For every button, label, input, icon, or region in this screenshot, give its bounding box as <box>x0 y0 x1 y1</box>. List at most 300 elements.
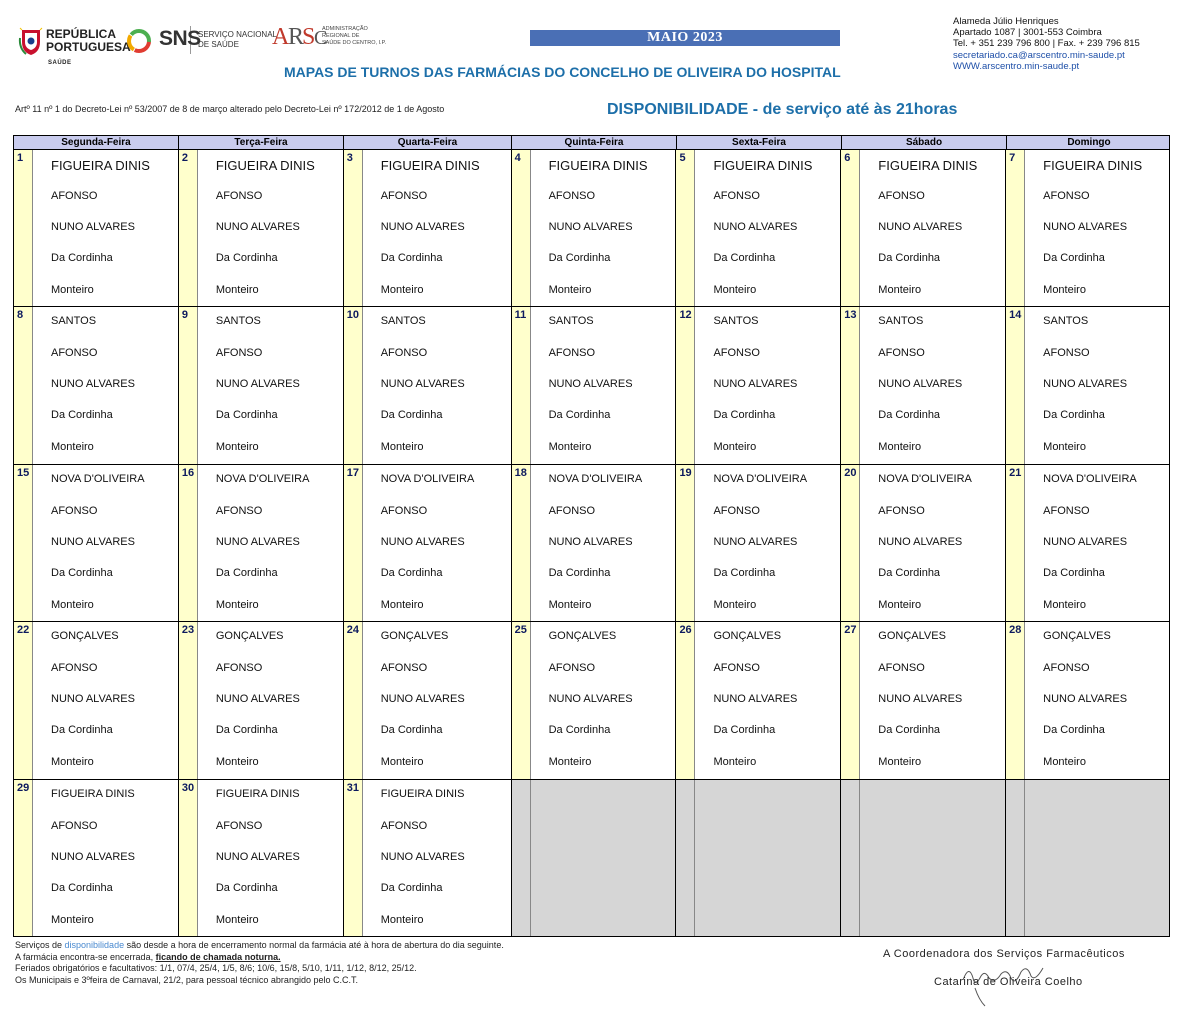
pharmacy-name: NUNO ALVARES <box>215 378 300 391</box>
pharmacy-name: NUNO ALVARES <box>51 850 135 863</box>
day-cell <box>676 465 841 621</box>
pharmacy-name: AFONSO <box>1043 504 1090 517</box>
on-duty-pharmacy: GONÇALVES <box>380 630 449 643</box>
email-link[interactable]: secretariado.ca@arscentro.min-saude.pt <box>953 49 1125 61</box>
svg-text:R: R <box>288 24 305 50</box>
pharmacy-name: Da Cordinha <box>380 724 443 737</box>
pharmacy-name: AFONSO <box>878 347 925 360</box>
week-row <box>13 622 1170 779</box>
pharmacy-name: NUNO ALVARES <box>713 693 798 706</box>
day-number: 5 <box>679 152 686 164</box>
day-cell <box>676 622 841 778</box>
pharmacy-name: NUNO ALVARES <box>548 535 633 548</box>
pharmacy-name: Monteiro <box>215 756 259 769</box>
on-duty-pharmacy: GONÇALVES <box>1043 630 1111 643</box>
day-number: 24 <box>346 624 359 637</box>
on-duty-pharmacy: FIGUEIRA DINIS <box>548 158 648 173</box>
pharmacy-name: Da Cordinha <box>548 252 611 264</box>
on-duty-pharmacy: SANTOS <box>51 315 97 328</box>
pharmacy-name: NUNO ALVARES <box>1043 378 1128 391</box>
pharmacy-name: AFONSO <box>380 347 428 360</box>
day-number-column <box>344 150 363 306</box>
month-banner: MAIO 2023 <box>530 30 840 46</box>
day-number: 11 <box>514 309 527 322</box>
republica-portuguesa-text: REPÚBLICA PORTUGUESA <box>46 27 131 54</box>
day-cell <box>841 465 1006 621</box>
pharmacy-name: Da Cordinha <box>51 566 113 579</box>
day-number: 7 <box>1009 152 1016 164</box>
pharmacy-name: AFONSO <box>548 504 596 517</box>
day-cell <box>344 622 512 778</box>
pharmacy-name: Monteiro <box>713 441 757 454</box>
pharmacy-name: AFONSO <box>548 190 596 202</box>
day-cell <box>179 465 344 621</box>
day-number-column <box>1006 622 1025 778</box>
address-line: Alameda Júlio Henriques <box>953 16 1059 27</box>
day-number: 30 <box>181 781 195 794</box>
day-number-column <box>841 150 860 306</box>
pharmacy-name: Monteiro <box>380 284 424 296</box>
pharmacy-name: NUNO ALVARES <box>713 378 798 391</box>
on-duty-pharmacy: GONÇALVES <box>878 630 946 643</box>
day-number-column <box>512 150 531 306</box>
pharmacy-name: Da Cordinha <box>380 881 443 894</box>
weekday-label: Quinta-Feira <box>512 136 677 149</box>
day-cell <box>512 150 677 306</box>
svg-text:A: A <box>272 24 290 50</box>
pharmacy-name: Monteiro <box>51 913 94 926</box>
on-duty-pharmacy: NOVA D'OLIVEIRA <box>548 472 643 485</box>
pharmacy-name: Monteiro <box>1043 284 1086 296</box>
coordinator-title: A Coordenadora dos Serviços Farmacêuticos <box>883 948 1125 960</box>
day-number: 16 <box>181 466 195 479</box>
footer-line: Serviços de disponibilidade são desde a hora de encerramento normal da farmácia até à hora de abertura do dia seguinte. <box>15 940 504 950</box>
day-cell <box>14 622 179 778</box>
pharmacy-name: Monteiro <box>878 284 922 296</box>
day-number-column <box>676 622 695 778</box>
pharmacy-name: Da Cordinha <box>548 566 611 579</box>
weekday-label: Segunda-Feira <box>14 136 179 149</box>
pharmacy-calendar <box>13 135 1170 937</box>
pharmacy-name: Da Cordinha <box>1043 724 1105 737</box>
day-number: 22 <box>17 624 30 637</box>
empty-day-cell <box>512 780 677 936</box>
day-number-column <box>841 465 860 621</box>
on-duty-pharmacy: SANTOS <box>215 315 261 328</box>
week-row <box>13 307 1170 464</box>
on-duty-pharmacy: FIGUEIRA DINIS <box>878 158 978 173</box>
day-cell <box>1006 150 1170 306</box>
pharmacy-name: Monteiro <box>548 756 592 769</box>
day-number: 8 <box>17 309 24 322</box>
pharmacy-name: NUNO ALVARES <box>878 378 963 391</box>
pharmacy-name: AFONSO <box>380 504 428 517</box>
pharmacy-name: Da Cordinha <box>878 566 941 579</box>
website-link[interactable]: WWW.arscentro.min-saude.pt <box>953 60 1080 72</box>
pharmacy-name: NUNO ALVARES <box>51 378 135 391</box>
pharmacy-name: AFONSO <box>548 347 596 360</box>
pharmacy-name: Da Cordinha <box>713 724 776 737</box>
day-number: 15 <box>17 466 30 479</box>
pharmacy-name: NUNO ALVARES <box>215 693 300 706</box>
pharmacy-name: Monteiro <box>878 756 922 769</box>
pharmacy-name: NUNO ALVARES <box>878 221 963 233</box>
day-cell <box>841 307 1006 463</box>
pharmacy-name: AFONSO <box>215 819 263 832</box>
arsc-logo-icon <box>272 20 328 50</box>
pharmacy-name: NUNO ALVARES <box>51 693 135 706</box>
day-number: 19 <box>679 466 692 479</box>
day-cell <box>179 150 344 306</box>
day-cell <box>344 465 512 621</box>
day-cell <box>14 150 179 306</box>
pharmacy-name: Monteiro <box>215 284 259 296</box>
pharmacy-name: AFONSO <box>51 819 98 832</box>
pharmacy-name: Monteiro <box>713 284 757 296</box>
day-number: 29 <box>17 781 30 794</box>
pharmacy-name: AFONSO <box>51 190 98 202</box>
pharmacy-name: NUNO ALVARES <box>215 221 300 233</box>
on-duty-pharmacy: FIGUEIRA DINIS <box>215 787 300 800</box>
address-block <box>953 16 1140 72</box>
day-number: 21 <box>1009 466 1022 479</box>
day-cell <box>344 150 512 306</box>
pharmacy-name: AFONSO <box>713 662 760 675</box>
pharmacy-name: Monteiro <box>878 598 922 611</box>
pharmacy-name: Da Cordinha <box>215 881 278 894</box>
pharmacy-name: Monteiro <box>51 284 94 296</box>
coordinator-name: Catarina de Oliveira Coelho <box>934 976 1083 988</box>
pharmacy-name: Da Cordinha <box>1043 409 1105 422</box>
day-number-column <box>344 465 363 621</box>
pharmacy-name: Da Cordinha <box>713 252 776 264</box>
footer-holidays: Feriados obrigatórios e facultativos: 1/1, 07/4, 25/4, 1/5, 8/6; 10/6, 15/8, 5/10, 1/11, 1/12, 8/12, 25/12. <box>15 963 417 973</box>
pharmacy-name: Da Cordinha <box>548 724 611 737</box>
pharmacy-name: NUNO ALVARES <box>548 378 633 391</box>
legal-reference: Artº 11 nº 1 do Decreto-Lei nº 53/2007 de 8 de março alterado pelo Decreto-Lei nº 172/2012 de 1 de Agosto <box>15 104 445 114</box>
on-duty-pharmacy: FIGUEIRA DINIS <box>51 787 135 800</box>
day-number: 26 <box>679 624 692 637</box>
day-cell <box>14 780 179 936</box>
day-number-column <box>179 622 198 778</box>
week-row <box>13 150 1170 307</box>
on-duty-pharmacy: NOVA D'OLIVEIRA <box>51 472 145 485</box>
day-number: 14 <box>1009 309 1022 322</box>
pharmacy-name: AFONSO <box>713 504 760 517</box>
pharmacy-name: Monteiro <box>215 598 259 611</box>
pharmacy-name: AFONSO <box>878 190 925 202</box>
empty-day-cell <box>676 780 841 936</box>
day-cell <box>841 622 1006 778</box>
day-number: 1 <box>17 152 24 164</box>
pharmacy-name: Monteiro <box>51 598 94 611</box>
pharmacy-name: NUNO ALVARES <box>380 693 465 706</box>
weekday-header <box>13 135 1170 150</box>
sns-ring-icon <box>126 28 152 54</box>
pharmacy-name: Monteiro <box>380 756 424 769</box>
pharmacy-name: Da Cordinha <box>878 252 941 264</box>
day-cell <box>344 307 512 463</box>
footer-line: A farmácia encontra-se encerrada, ficando de chamada noturna. <box>15 951 281 962</box>
on-duty-pharmacy: NOVA D'OLIVEIRA <box>878 472 972 485</box>
day-number: 6 <box>844 152 851 164</box>
pharmacy-name: Da Cordinha <box>380 566 443 579</box>
on-duty-pharmacy: NOVA D'OLIVEIRA <box>713 472 808 485</box>
pharmacy-name: NUNO ALVARES <box>215 535 300 548</box>
weekday-label: Domingo <box>1067 137 1111 148</box>
pharmacy-name: AFONSO <box>215 662 263 675</box>
on-duty-pharmacy: FIGUEIRA DINIS <box>215 158 315 173</box>
on-duty-pharmacy: SANTOS <box>548 315 594 328</box>
on-duty-pharmacy: FIGUEIRA DINIS <box>51 158 150 173</box>
on-duty-pharmacy: SANTOS <box>1043 315 1089 328</box>
day-number: 28 <box>1009 624 1022 637</box>
svg-text:C: C <box>314 27 328 49</box>
pharmacy-name: NUNO ALVARES <box>1043 535 1128 548</box>
pharmacy-name: Da Cordinha <box>380 409 443 422</box>
pharmacy-name: Monteiro <box>548 284 592 296</box>
availability-heading: DISPONIBILIDADE - de serviço até às 21horas <box>607 101 958 118</box>
pharmacy-name: Monteiro <box>1043 756 1086 769</box>
day-number-column <box>14 465 33 621</box>
saude-label: SAÚDE <box>48 60 72 66</box>
day-number: 12 <box>679 309 692 322</box>
pharmacy-name: Da Cordinha <box>1043 566 1105 579</box>
pharmacy-name: Monteiro <box>713 598 757 611</box>
day-number: 25 <box>514 624 527 637</box>
pharmacy-name: Da Cordinha <box>51 724 113 737</box>
pharmacy-name: Da Cordinha <box>1043 252 1105 264</box>
weekday-label: Sábado <box>842 136 1007 149</box>
pharmacy-name: NUNO ALVARES <box>548 693 633 706</box>
pharmacy-name: NUNO ALVARES <box>380 378 465 391</box>
on-duty-pharmacy: NOVA D'OLIVEIRA <box>215 472 310 485</box>
day-cell <box>1006 465 1170 621</box>
pharmacy-name: AFONSO <box>215 504 263 517</box>
day-number: 18 <box>514 466 527 479</box>
day-cell <box>179 622 344 778</box>
pharmacy-name: NUNO ALVARES <box>380 221 465 233</box>
empty-day-cell <box>1006 780 1170 936</box>
pharmacy-name: Monteiro <box>215 913 259 926</box>
day-cell <box>841 150 1006 306</box>
day-number: 10 <box>346 309 359 322</box>
day-cell <box>179 307 344 463</box>
page-title: MAPAS DE TURNOS DAS FARMÁCIAS DO CONCELHO DE OLIVEIRA DO HOSPITAL <box>284 64 841 80</box>
weekday-label: Sexta-Feira <box>677 136 842 149</box>
pharmacy-name: Da Cordinha <box>215 724 278 737</box>
day-number: 4 <box>514 152 521 164</box>
day-number-column <box>179 780 198 936</box>
day-number: 31 <box>346 781 359 794</box>
pharmacy-name: AFONSO <box>1043 347 1090 360</box>
day-number: 3 <box>346 152 353 164</box>
pharmacy-name: Da Cordinha <box>51 252 113 264</box>
day-number-column <box>14 780 33 936</box>
day-number-column <box>841 307 860 463</box>
day-cell <box>512 307 677 463</box>
pharmacy-name: Monteiro <box>548 598 592 611</box>
pharmacy-name: Monteiro <box>713 756 757 769</box>
pharmacy-name: AFONSO <box>878 662 925 675</box>
day-number-column <box>14 150 33 306</box>
day-number-column <box>344 780 363 936</box>
pharmacy-name: AFONSO <box>215 190 263 202</box>
day-cell <box>1006 307 1170 463</box>
day-number-column <box>841 622 860 778</box>
pharmacy-name: NUNO ALVARES <box>713 221 798 233</box>
day-number-column <box>676 780 695 936</box>
address-line: Apartado 1087 | 3001-553 Coimbra <box>953 27 1102 39</box>
day-cell <box>676 150 841 306</box>
day-number-column <box>344 307 363 463</box>
on-duty-pharmacy: SANTOS <box>713 315 759 328</box>
day-number-column <box>1006 150 1025 306</box>
on-duty-pharmacy: SANTOS <box>380 315 426 328</box>
pharmacy-name: Monteiro <box>51 756 94 769</box>
pharmacy-name: AFONSO <box>713 347 760 360</box>
day-number: 27 <box>844 624 857 637</box>
day-number-column <box>512 622 531 778</box>
on-duty-pharmacy: FIGUEIRA DINIS <box>380 158 480 173</box>
day-cell <box>179 780 344 936</box>
day-number-column <box>676 150 695 306</box>
pharmacy-name: Monteiro <box>380 913 424 926</box>
pharmacy-name: Da Cordinha <box>713 566 776 579</box>
weekday-label: Quarta-Feira <box>344 136 512 149</box>
empty-day-cell <box>841 780 1006 936</box>
day-number-column <box>179 150 198 306</box>
day-number: 17 <box>346 466 359 479</box>
pharmacy-name: NUNO ALVARES <box>1043 221 1128 233</box>
pharmacy-name: NUNO ALVARES <box>1043 693 1128 706</box>
day-number-column <box>1006 465 1025 621</box>
on-duty-pharmacy: FIGUEIRA DINIS <box>380 787 465 800</box>
week-row <box>13 465 1170 622</box>
on-duty-pharmacy: GONÇALVES <box>713 630 782 643</box>
pharmacy-name: Da Cordinha <box>215 252 278 264</box>
day-number-column <box>1006 780 1025 936</box>
on-duty-pharmacy: NOVA D'OLIVEIRA <box>380 472 475 485</box>
day-cell <box>512 465 677 621</box>
pharmacy-name: AFONSO <box>215 347 263 360</box>
day-number-column <box>512 780 531 936</box>
day-number-column <box>512 307 531 463</box>
pharmacy-name: NUNO ALVARES <box>548 221 633 233</box>
on-duty-pharmacy: GONÇALVES <box>51 630 119 643</box>
pharmacy-name: Da Cordinha <box>215 566 278 579</box>
day-number-column <box>1006 307 1025 463</box>
day-number-column <box>676 465 695 621</box>
on-duty-pharmacy: GONÇALVES <box>215 630 284 643</box>
pharmacy-name: NUNO ALVARES <box>380 850 465 863</box>
day-number-column <box>14 307 33 463</box>
pharmacy-name: AFONSO <box>380 819 428 832</box>
pharmacy-name: AFONSO <box>51 662 98 675</box>
day-number-column <box>676 307 695 463</box>
pharmacy-name: Da Cordinha <box>51 881 113 894</box>
on-duty-pharmacy: FIGUEIRA DINIS <box>1043 158 1143 173</box>
pharmacy-name: AFONSO <box>51 347 98 360</box>
on-duty-pharmacy: FIGUEIRA DINIS <box>713 158 813 173</box>
pharmacy-name: AFONSO <box>1043 662 1090 675</box>
pharmacy-name: Da Cordinha <box>878 409 941 422</box>
day-number: 23 <box>181 624 195 637</box>
address-phone: Tel. + 351 239 796 800 | Fax. + 239 796 815 <box>953 38 1140 50</box>
day-number: 9 <box>181 309 188 322</box>
pharmacy-name: Monteiro <box>1043 598 1086 611</box>
pharmacy-name: Monteiro <box>51 441 94 454</box>
on-duty-pharmacy: NOVA D'OLIVEIRA <box>1043 472 1137 485</box>
on-duty-pharmacy: SANTOS <box>878 315 924 328</box>
day-number: 13 <box>844 309 857 322</box>
day-cell <box>676 307 841 463</box>
day-number-column <box>14 622 33 778</box>
svg-text:S: S <box>302 24 316 50</box>
day-number: 20 <box>844 466 857 479</box>
day-number-column <box>344 622 363 778</box>
pharmacy-name: Da Cordinha <box>713 409 776 422</box>
pharmacy-name: Monteiro <box>548 441 592 454</box>
pharmacy-name: Da Cordinha <box>215 409 278 422</box>
footer-municipal: Os Municipais e 3ºfeira de Carnaval, 21/2, para pessoal técnico abrangido pelo C.C.T. <box>15 974 358 985</box>
republica-portuguesa-logo <box>20 26 131 70</box>
pharmacy-name: Monteiro <box>380 441 424 454</box>
pharmacy-name: Monteiro <box>878 441 922 454</box>
sns-logo-text: SNS <box>159 27 201 50</box>
arsc-subtitle: ADMINISTRAÇÃO REGIONAL DE SAÚDE DO CENTRO, I.P. <box>322 26 387 46</box>
on-duty-pharmacy: GONÇALVES <box>548 630 617 643</box>
day-number-column <box>179 465 198 621</box>
pharmacy-name: AFONSO <box>380 190 428 202</box>
pharmacy-name: Monteiro <box>1043 441 1086 454</box>
pharmacy-name: AFONSO <box>548 662 596 675</box>
day-cell <box>344 780 512 936</box>
sns-subtitle: SERVIÇO NACIONAL DE SAÚDE <box>198 30 277 49</box>
pharmacy-name: NUNO ALVARES <box>215 850 300 863</box>
pharmacy-name: Monteiro <box>215 441 259 454</box>
pharmacy-name: AFONSO <box>1043 190 1090 202</box>
calendar-body <box>13 150 1170 937</box>
portugal-coat-of-arms-icon <box>20 28 42 56</box>
day-number-column <box>179 307 198 463</box>
footer-notes <box>15 940 504 986</box>
pharmacy-name: Da Cordinha <box>51 409 113 422</box>
pharmacy-name: NUNO ALVARES <box>380 535 465 548</box>
day-cell <box>14 465 179 621</box>
day-cell <box>512 622 677 778</box>
day-number-column <box>841 780 860 936</box>
day-number-column <box>512 465 531 621</box>
pharmacy-name: NUNO ALVARES <box>51 221 135 233</box>
pharmacy-name: AFONSO <box>713 190 760 202</box>
pharmacy-name: AFONSO <box>878 504 925 517</box>
pharmacy-name: NUNO ALVARES <box>878 535 963 548</box>
pharmacy-name: Da Cordinha <box>548 409 611 422</box>
pharmacy-name: NUNO ALVARES <box>51 535 135 548</box>
pharmacy-name: AFONSO <box>380 662 428 675</box>
week-row <box>13 780 1170 937</box>
pharmacy-name: NUNO ALVARES <box>713 535 798 548</box>
pharmacy-name: NUNO ALVARES <box>878 693 963 706</box>
day-cell <box>1006 622 1170 778</box>
weekday-label: Terça-Feira <box>179 136 344 149</box>
pharmacy-name: Monteiro <box>380 598 424 611</box>
pharmacy-name: Da Cordinha <box>380 252 443 264</box>
pharmacy-name: Da Cordinha <box>878 724 941 737</box>
day-cell <box>14 307 179 463</box>
day-number: 2 <box>181 152 188 164</box>
